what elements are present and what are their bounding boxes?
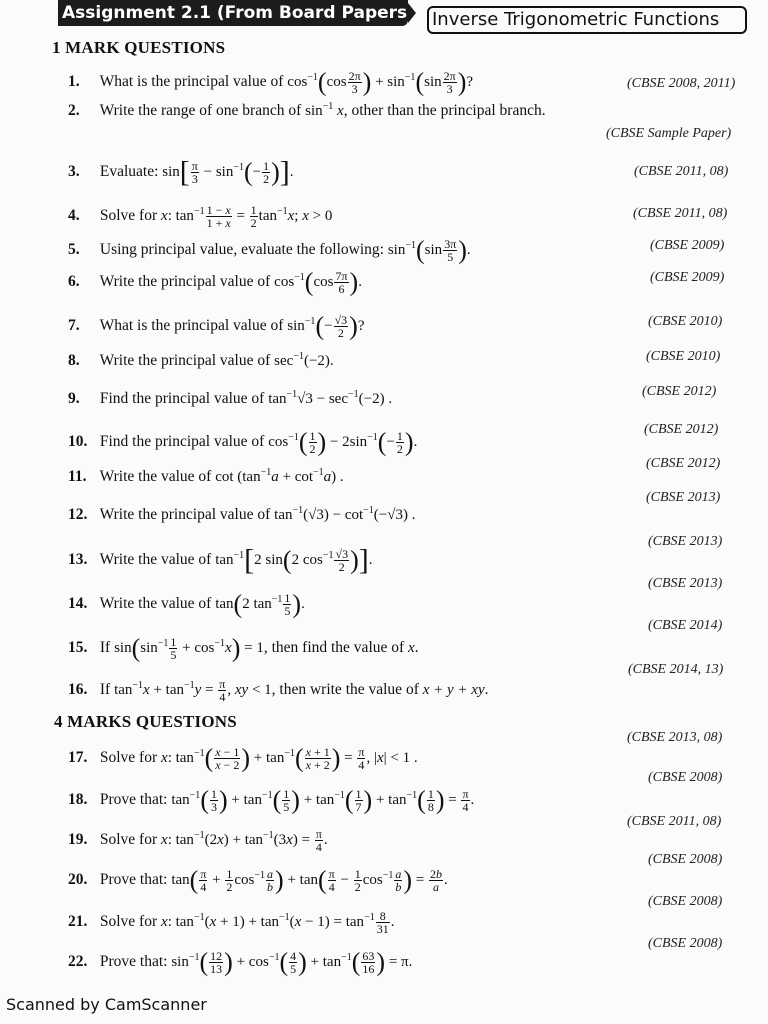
source-q15: (CBSE 2014) bbox=[648, 618, 723, 633]
source-q7: (CBSE 2010) bbox=[648, 314, 723, 329]
source-q18: (CBSE 2008) bbox=[648, 770, 723, 785]
chapter-title: Inverse Trigonometric Functions bbox=[427, 6, 747, 34]
question-21: 21. Solve for x: $\tan^{-1}(x + 1) + \tan^{-1}(x - 1) = \tan^{-1}$ $\frac{8}{31}$ . bbox=[68, 909, 395, 936]
scanner-watermark: Scanned by CamScanner bbox=[6, 995, 207, 1014]
source-q8: (CBSE 2010) bbox=[646, 349, 721, 364]
question-16: 16. If $\tan^{-1}x + \tan^{-1}y$ = $\frac{\pi}{4}$ , xy < 1, then write the value of x + y + xy. bbox=[68, 677, 489, 704]
question-13: 13. Write the value of $\tan^{-1}[2$ sin(2 $\cos^{-1}$ $\frac{√3}{2}$ )]. bbox=[68, 543, 373, 577]
question-4: 4. Solve for x: $\tan^{-1}$ $\frac{1 - x}{1 + x}$ = $\frac{1}{2}$ $\tan^{-1}x$; x > 0 bbox=[68, 203, 333, 230]
question-7: 7. What is the principal value of $\sin^{-1}(-$ $\frac{√3}{2}$ )? bbox=[68, 311, 365, 341]
question-6: 6. Write the principal value of $\cos^{-1}(\cos$ $\frac{7\pi}{6}$ ). bbox=[68, 267, 362, 297]
question-3: 3. Evaluate: sin[ $\frac{\pi}{3}$ − $\sin^{-1}(-$ $\frac{1}{2}$ )]. bbox=[68, 155, 294, 189]
question-8: 8. Write the principal value of $\sec^{-1}(-2)$. bbox=[68, 351, 334, 369]
source-q20: (CBSE 2008) bbox=[648, 852, 723, 867]
question-20: 20. Prove that: tan( $\frac{\pi}{4}$ + $\frac{1}{2}$ $\cos^{-1}$ $\frac{a}{b}$ ) + tan( $\frac{\pi}{4}$ − $\frac{1}{2}$ $\cos^{-1}$ $\frac{a}{b}$ ) = $\frac{2b}{a}$ . bbox=[68, 865, 448, 895]
source-q14: (CBSE 2013) bbox=[648, 576, 723, 591]
source-q2: (CBSE Sample Paper) bbox=[606, 126, 732, 141]
question-10: 10. Find the principal value of $\cos^{-1}$( $\frac{1}{2}$ ) − $2\sin^{-1}(-$ $\frac{1}{2}$ ). bbox=[68, 427, 418, 457]
question-22: 22. Prove that: $\sin^{-1}$( $\frac{12}{13}$ ) + $\cos^{-1}$( $\frac{4}{5}$ ) + $\tan^{-1}$( $\frac{63}{16}$ ) = π. bbox=[68, 947, 413, 977]
source-q12: (CBSE 2013) bbox=[646, 490, 721, 505]
source-q16: (CBSE 2014, 13) bbox=[628, 662, 724, 677]
source-q10: (CBSE 2012) bbox=[644, 422, 719, 437]
question-18: 18. Prove that: $\tan^{-1}$( $\frac{1}{3}$ ) + $\tan^{-1}$( $\frac{1}{5}$ ) + $\tan^{-1}$( $\frac{1}{7}$ ) + $\tan^{-1}$( $\frac{1}{8}$ ) = $\frac{\pi}{4}$ . bbox=[68, 785, 475, 815]
question-11: 11. Write the value of $\cot (\tan^{-1}a + \cot^{-1}a)$ . bbox=[68, 467, 344, 485]
source-q19: (CBSE 2011, 08) bbox=[627, 814, 722, 829]
question-14: 14. Write the value of tan(2 $\tan^{-1}$ $\frac{1}{5}$ ). bbox=[68, 589, 305, 619]
question-5: 5. Using principal value, evaluate the following: $\sin^{-1}(\sin$ $\frac{3\pi}{5}$ ). bbox=[68, 235, 471, 265]
title-arrow-icon bbox=[408, 3, 416, 23]
assignment-title: Assignment 2.1 (From Board Papers) bbox=[58, 0, 408, 26]
source-q22: (CBSE 2008) bbox=[648, 936, 723, 951]
section-heading-1-mark: 1 MARK QUESTIONS bbox=[52, 38, 226, 57]
question-15: 15. If $\sin(\sin^{-1}$ $\frac{1}{5}$ + $\cos^{-1}x) = 1$, then find the value of x. bbox=[68, 633, 419, 663]
section-heading-4-marks: 4 MARKS QUESTIONS bbox=[54, 712, 237, 731]
source-q9: (CBSE 2012) bbox=[642, 384, 717, 399]
source-q13: (CBSE 2013) bbox=[648, 534, 723, 549]
question-17: 17. Solve for x: $\tan^{-1}$( $\frac{x - 1}{x - 2}$ ) + $\tan^{-1}$( $\frac{x + 1}{x + 2}$ ) = $\frac{\pi}{4}$ , |x| < 1 . bbox=[68, 743, 418, 773]
source-q6: (CBSE 2009) bbox=[650, 270, 725, 285]
source-q17: (CBSE 2013, 08) bbox=[627, 730, 723, 745]
source-q5: (CBSE 2009) bbox=[650, 238, 725, 253]
source-q1: (CBSE 2008, 2011) bbox=[627, 76, 736, 91]
source-q4: (CBSE 2011, 08) bbox=[633, 206, 728, 221]
question-1: 1. What is the principal value of $\cos^{-1}(\cos$ $\frac{2\pi}{3}$ ) + $\sin^{-1}(\sin$ $\frac{2\pi}{3}$ )? bbox=[68, 67, 474, 97]
question-12: 12. Write the principal value of $\tan^{-1}(√3) - \cot^{-1}(-√3)$ . bbox=[68, 505, 416, 523]
question-2: 2. Write the range of one branch of $\sin^{-1} x$, other than the principal branch. bbox=[68, 101, 546, 119]
source-q11: (CBSE 2012) bbox=[646, 456, 721, 471]
question-19: 19. Solve for x: $\tan^{-1}(2x) + \tan^{-1}(3x)$ = $\frac{\pi}{4}$ . bbox=[68, 827, 328, 854]
source-q21: (CBSE 2008) bbox=[648, 894, 723, 909]
question-9: 9. Find the principal value of $\tan^{-1}√3 - \sec^{-1}(-2)$ . bbox=[68, 389, 393, 407]
source-q3: (CBSE 2011, 08) bbox=[634, 164, 729, 179]
